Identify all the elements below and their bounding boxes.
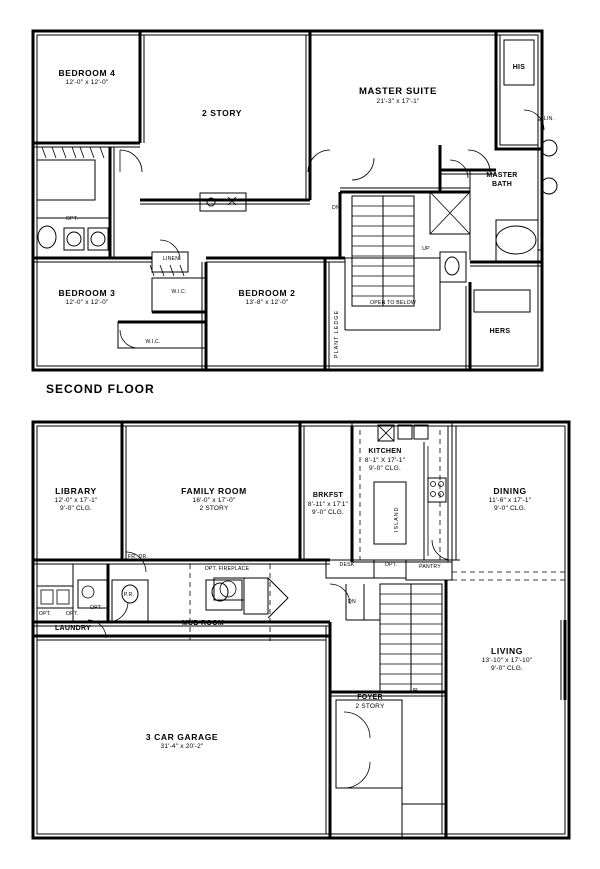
label-up-lower: UP [410,688,418,694]
room-foyer [340,694,400,711]
room-name: DINING [493,486,527,496]
label-up-upper: UP [422,246,430,252]
label-plant-ledge: PLANT LEDGE [334,309,340,358]
room-mud-room [168,620,238,629]
room-name: FOYER [357,694,383,701]
room-garage [116,732,248,751]
room-name: KITCHEN [368,448,402,455]
label-powder-room: P.R. [123,592,135,598]
room-name: MASTER SUITE [359,86,437,97]
room-two-story-upper [162,108,282,119]
room-hers-closet [470,328,530,337]
room-name: LAUNDRY [54,625,92,632]
room-name: MUD ROOM [181,620,225,627]
room-his-closet [500,64,538,73]
room-name-line2: BATH [491,180,513,188]
room-ceiling: 2 STORY [199,504,229,512]
room-bedroom-2 [208,288,326,307]
label-opt-laundry-2: OPT. [65,611,79,617]
floor-label-second: SECOND FLOOR [46,382,155,396]
label-linen-closet: LIN. [543,116,555,122]
room-ceiling: 9'-0" CLG. [491,664,523,672]
room-dimensions: 21'-3" x 17'-1" [376,97,420,105]
label-opt-laundry-1: OPT. [38,611,52,617]
label-dn-upper: DN [332,205,340,211]
label-french-door: FR. DR. [127,554,149,560]
room-name: FAMILY ROOM [181,486,247,496]
room-laundry [38,625,108,634]
room-name: BEDROOM 3 [58,288,116,298]
label-wic-upper-2: W.I.C. [145,339,161,345]
label-opt-desk: OPT. [384,562,398,568]
room-ceiling: 9'-0" CLG. [494,504,526,512]
room-dimensions: 12'-0" x 17'-1" [54,496,98,504]
label-opt-laundry-3: OPT. [89,605,103,611]
room-family [152,486,276,513]
label-wic-upper-1: W.I.C. [171,289,187,295]
room-name: BRKFST [312,492,344,499]
room-dimensions: 13'-8" x 12'-0" [245,298,289,306]
room-breakfast [300,492,356,517]
room-name: BEDROOM 4 [58,68,116,78]
room-dimensions: 12'-0" x 12'-0" [65,78,109,86]
room-dimensions: 11'-6" x 17'-1" [488,496,532,504]
room-ceiling: 9'-0" CLG. [60,504,92,512]
label-desk: DESK [339,562,355,568]
room-bedroom-4 [28,68,146,87]
room-name: 2 STORY [201,108,243,118]
room-dimensions: 12'-0" x 12'-0" [65,298,109,306]
room-master-suite [330,86,466,106]
room-dimensions: 16'-0" x 17'-0" [192,496,236,504]
label-opt-fireplace: OPT. FIREPLACE [204,566,250,572]
room-library [32,486,120,513]
label-opt-bath: OPT. [65,216,79,222]
room-dimensions: 8'-11" x 17'1" [307,500,349,508]
room-name: HIS [512,64,526,71]
room-bedroom-3 [28,288,146,307]
room-dimensions: 2 STORY [355,702,385,710]
room-dimensions: 8'-1" X 17'-1" [364,456,406,464]
room-name: 3 CAR GARAGE [145,732,219,742]
label-linen: LINEN [162,256,180,262]
label-pantry: PANTRY [419,564,441,570]
label-open-to-below: OPEN TO BELOW [370,300,416,306]
room-master-bath [474,172,530,190]
room-name: LIBRARY [55,486,97,496]
room-dining [462,486,558,513]
room-kitchen [352,448,418,473]
room-name: LIVING [491,646,523,656]
room-ceiling: 9'-0" CLG. [312,508,344,516]
room-dimensions: 31'-4" x 20'-2" [160,742,204,750]
room-name: BEDROOM 2 [238,288,296,298]
room-ceiling: 9'-0" CLG. [369,464,401,472]
room-name: MASTER [486,172,518,179]
room-living [454,646,560,673]
room-name: HERS [489,328,511,335]
label-dn-lower: DN [348,599,356,605]
room-dimensions: 13'-10" x 17'-10" [481,656,533,664]
label-island: ISLAND [394,506,400,532]
